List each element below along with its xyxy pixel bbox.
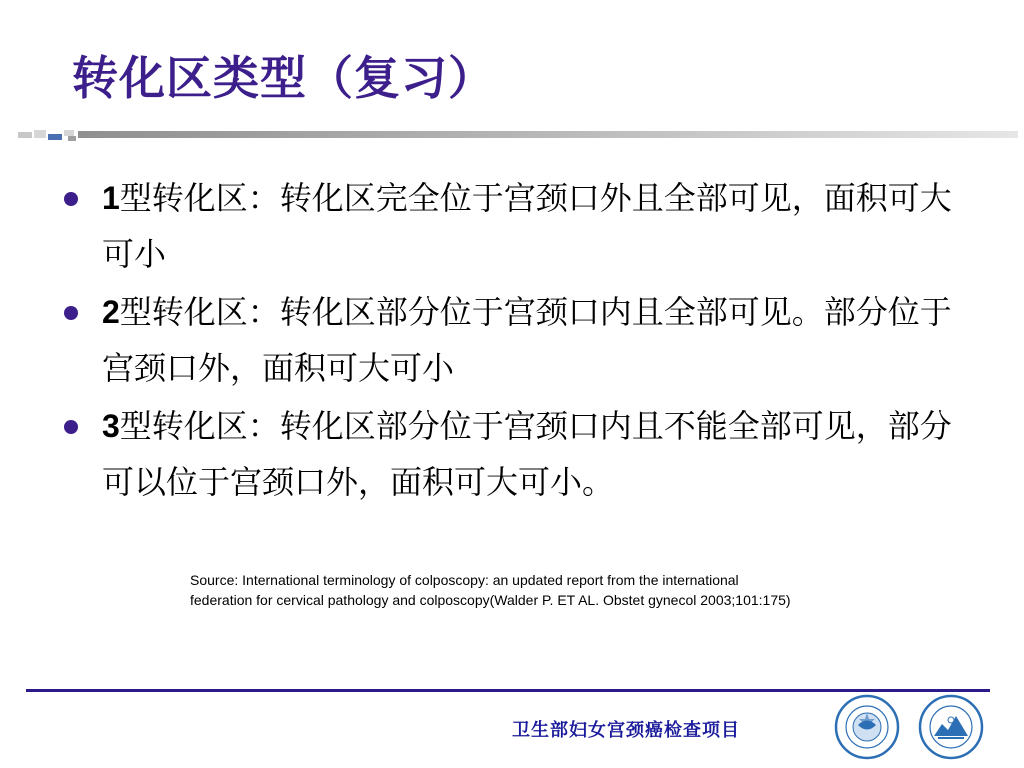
source-line-1: Source: International terminology of colposcopy: an updated report from the international [190, 572, 739, 588]
bullet-item-type2 [62, 284, 962, 396]
slide-title: 转化区类型（复习） [72, 51, 495, 105]
bullet-text: 型转化区：转化区完全位于宫颈口外且全部可见，面积可大可小 [102, 179, 952, 273]
bullet-number: 2 [102, 294, 120, 330]
bullet-text: 型转化区：转化区部分位于宫颈口内且不能全部可见，部分可以位于宫颈口外，面积可大可小。 [102, 407, 952, 501]
bullet-dot-icon [64, 192, 78, 206]
bullet-list [62, 170, 962, 512]
bullet-text: 型转化区：转化区部分位于宫颈口内且全部可见。部分位于宫颈口外，面积可大可小 [102, 293, 952, 387]
footer-project-name: 卫生部妇女宫颈癌检查项目 [512, 720, 740, 741]
bullet-dot-icon [64, 306, 78, 320]
bullet-number: 1 [102, 180, 120, 216]
title-underline-decoration [18, 128, 1018, 142]
source-citation [190, 570, 950, 610]
bullet-number: 3 [102, 408, 120, 444]
ministry-of-health-seal-icon [834, 694, 900, 760]
source-line-2: federation for cervical pathology and colposcopy(Walder P. ET AL. Obstet gynecol 2003;101:175) [190, 592, 791, 608]
bullet-item-type3 [62, 398, 962, 510]
footer-divider [26, 689, 990, 692]
bullet-item-type1 [62, 170, 962, 282]
preventive-medicine-association-seal-icon [918, 694, 984, 760]
bullet-dot-icon [64, 420, 78, 434]
